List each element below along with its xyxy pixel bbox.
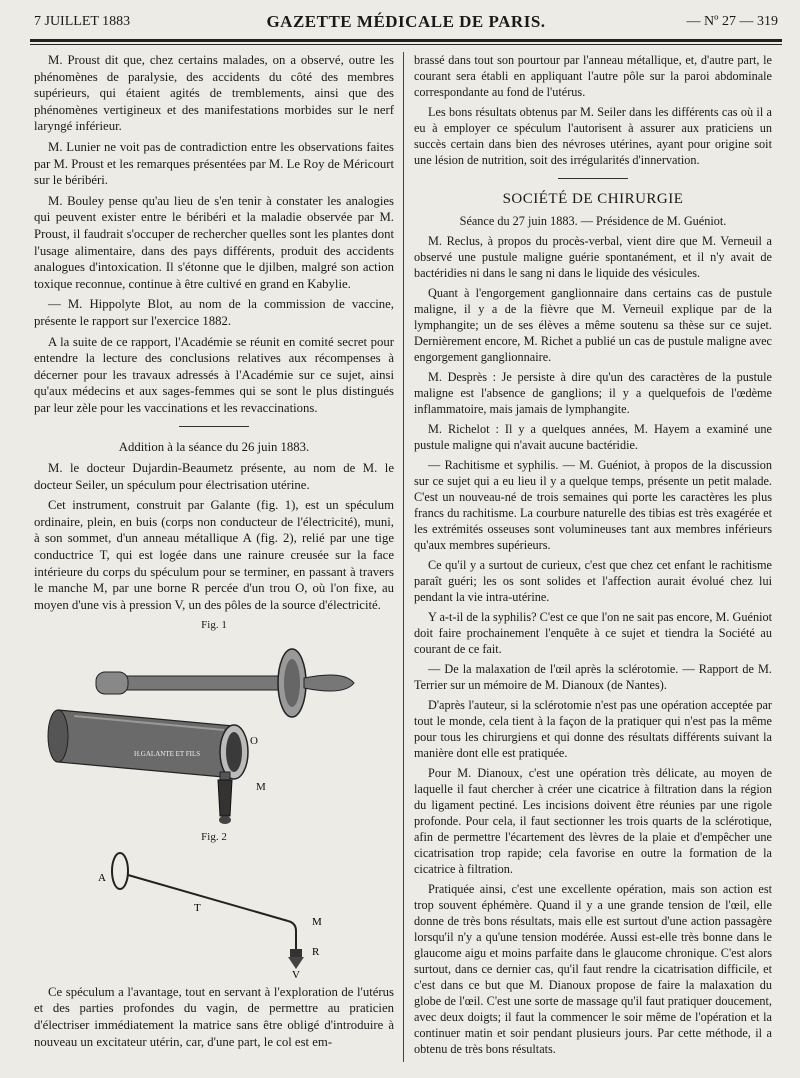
separator [558, 178, 628, 179]
figure-2-label-m: M [312, 916, 322, 929]
figure-1-label: Fig. 1 [201, 619, 227, 632]
figure-1-label-o: O [250, 735, 258, 747]
paragraph: D'après l'auteur, si la sclérotomie n'est pas une opération acceptée par tout le monde, cela tient à la façon de la pratiquer qui n'est pas la même pour tous les chirurgiens et qui donne des résultats différents suivant la manière dont elle est pratiquée. [414, 698, 772, 760]
right-column [414, 52, 772, 1061]
paragraph: — Rachitisme et syphilis. — M. Guéniot, à propos de la discussion sur ce sujet qui a eu lieu il y a quelque temps, présente un petit malade. C'est un nouveau-né de trois semaines qui porte les caractères les plus francs du rachitisme. La courbure naturelle des tibias est très exagérée et les extrémités osseuses sont volumineuses tant aux membres inférieurs qu'aux membres supérieurs. [414, 458, 772, 552]
paragraph: Cet instrument, construit par Galante (fig. 1), est un spéculum ordinaire, plein, en buis (corps non conducteur de l'électricité), muni, à son sommet, d'un anneau métallique A (fig. 2), relié par une tige conductrice T, qui est logée dans une rainure creusée sur la face intérieure du corps du spéculum pour se terminer, en passant à travers le manche M, par une borne R percée d'un trou O, où l'on fixe, au moyen d'une vis à pression V, un des pôles de la source d'électricité. [34, 498, 394, 612]
figure-1-maker: H.GALANTE ET FILS [134, 750, 201, 758]
paragraph: M. Desprès : Je persiste à dire qu'un des caractères de la pustule maligne est l'absence de ganglions; il y a quelquefois de l'œdème inflammatoire, mais jamais de lymphangite. [414, 370, 772, 416]
separator [179, 426, 249, 427]
section-title: SOCIÉTÉ DE CHIRURGIE [502, 191, 684, 207]
paragraph: — M. Hippolyte Blot, au nom de la commission de vaccine, présente le rapport sur l'exercice 1882. [34, 297, 394, 328]
figure-2-diagram [34, 849, 394, 979]
column-divider [403, 52, 404, 1062]
figure-1-label-m: M [256, 781, 266, 793]
session-line: Séance du 27 juin 1883. — Présidence de M. Guéniot. [459, 214, 727, 228]
paragraph: Quant à l'engorgement ganglionnaire dans certains cas de pustule maligne, il y a de la fièvre que M. Verneuil explique par de la lymphangite; un de ses élèves a même soutenu sa thèse sur ce sujet. Dernièrement encore, M. Richet a publié un cas de pustule maligne avec engorgement ganglionnaire. [414, 286, 772, 364]
left-column [34, 52, 394, 1054]
figure-2-label-v: V [292, 969, 300, 980]
paragraph: M. Bouley pense qu'au lieu de s'en tenir à constater les analogies qui peuvent exister entre le béribéri et la maladie observée par M. Proust, il faudrait s'occuper de rechercher quelles sont les plantes dont l'usage alimentaire, dans des pays différents, produit des accidents analogues d'intoxication. Il s'étonne que le djilben, malgré son action toxique reconnue, continue à être cultivé en grand en Kabylie. [34, 193, 394, 291]
paragraph: A la suite de ce rapport, l'Académie se réunit en comité secret pour entendre la lecture des conclusions relatives aux récompenses à décerner pour les travaux adressés à l'Académie sur ce sujet, ainsi qu'aux médecins et aux sages-femmes qui se sont le plus distingués par leur zèle pour les vaccinations et les revaccinations. [34, 334, 394, 415]
figure-2-label-r: R [312, 946, 320, 959]
paragraph: Ce spéculum a l'avantage, tout en servant à l'exploration de l'utérus et des parties profondes du vagin, de permettre au praticien d'électriser immédiatement la matrice sans être obligé d'introduire à nouveau un excitateur utérin, car, d'une part, le col est em- [34, 984, 394, 1049]
paragraph: — De la malaxation de l'œil après la sclérotomie. — Rapport de M. Terrier sur un mémoire de M. Dianoux (de Nantes). [414, 662, 772, 692]
paragraph: Pratiquée ainsi, c'est une excellente opération, mais son action est trop souvent éphémère. Quand il y a une grande tension de l'œil, elle donne de très bons résultats, mais elle est surtout d'une action passagère lorsqu'il n'y a qu'une tension modérée. Aussi est-elle très bonne dans le glaucome aigu et moins parfaite dans le glaucome chronique. C'est alors surtout, dans ce dernier cas, qu'il faut rendre la cicatrisation difficile, et c'est dans ce but que M. Dianoux propose de faire la malaxation du globe de l'œil. C'est une sorte de massage qu'il faut pratiquer doucement, avec deux doigts; il faut la commencer le soir même de l'opération et la continuer matin et soir pendant plusieurs jours. Par cette méthode, il a obtenu de très bons résultats. [414, 882, 772, 1056]
paragraph: Y a-t-il de la syphilis? C'est ce que l'on ne sait pas encore, M. Guéniot doit faire prochainement l'enquête à ce sujet et tiendra la Société au courant de ce fait. [414, 610, 772, 656]
figure-2-label: Fig. 2 [201, 830, 227, 843]
paragraph: M. le docteur Dujardin-Beaumetz présente, au nom de M. le docteur Seiler, un spéculum pour électrisation utérine. [34, 461, 394, 492]
addition-title: Addition à la séance du 26 juin 1883. [118, 440, 310, 455]
paragraph: M. Lunier ne voit pas de contradiction entre les observations faites par M. Proust et les remarques présentées par M. Le Roy de Méricourt sur le béribéri. [34, 139, 394, 188]
paragraph: Les bons résultats obtenus par M. Seiler dans les différents cas où il a eu à employer ce spéculum l'autorisent à assurer aux praticiens un succès certain dans bien des névroses utérines, ayant pour origine soit une lésion de nutrition, soit des irrégularités d'innervation. [414, 105, 772, 167]
paragraph: Ce qu'il y a surtout de curieux, c'est que chez cet enfant le rachitisme paraît guéri; les os sont solides et l'affection aurait évolué chez lui pendant la vie intra-utérine. [414, 558, 772, 604]
header-rule-thin [30, 44, 782, 45]
paragraph: M. Reclus, à propos du procès-verbal, vient dire que M. Verneuil a observé une pustule maligne guérie spontanément, et il n'y avait de bactéridies ni dans le sang ni dans le liquide des vésicules. [414, 234, 772, 280]
page-header [30, 10, 782, 34]
header-rule [30, 39, 782, 42]
paragraph: M. Richelot : Il y a quelques années, M. Hayem a examiné une pustule maligne qui n'avait aucune bactéridie. [414, 422, 772, 452]
header-date: 7 JUILLET 1883 [34, 14, 131, 29]
figure-2-label-a: A [98, 872, 106, 885]
paragraph: brassé dans tout son pourtour par l'anneau métallique, et, d'autre part, le courant sera établi en appliquant l'autre pôle sur la paroi abdominale correspondante au fond de l'utérus. [414, 53, 772, 99]
figure-1-speculum [34, 638, 394, 824]
figure-2-label-t: T [194, 902, 201, 915]
header-journal-title: GAZETTE MÉDICALE DE PARIS. [266, 12, 546, 31]
paragraph: Pour M. Dianoux, c'est une opération très délicate, au moyen de laquelle il faut chercher à créer une cicatrice à filtration dans la région du ligament pectiné. Les incisions doivent être réunies par une rigole profonde. Pour cela, il faut sectionner les trois quarts de la sclérotique, afin de permettre l'écartement des lèvres de la plaie et d'empêcher une cicatrisation trop rapide; cela favorise en outre la formation de la cicatrice à filtration. [414, 766, 772, 876]
paragraph: M. Proust dit que, chez certains malades, on a observé, outre les phénomènes de paralysie, des accidents du côté des membres supérieurs, qui étaient agités de tremblements, ainsi que des phénomènes vertigineux et des manifestations morbides sur le nerf laryngé inférieur. [34, 53, 394, 134]
header-issue: — Nº 27 — 319 [686, 14, 778, 29]
